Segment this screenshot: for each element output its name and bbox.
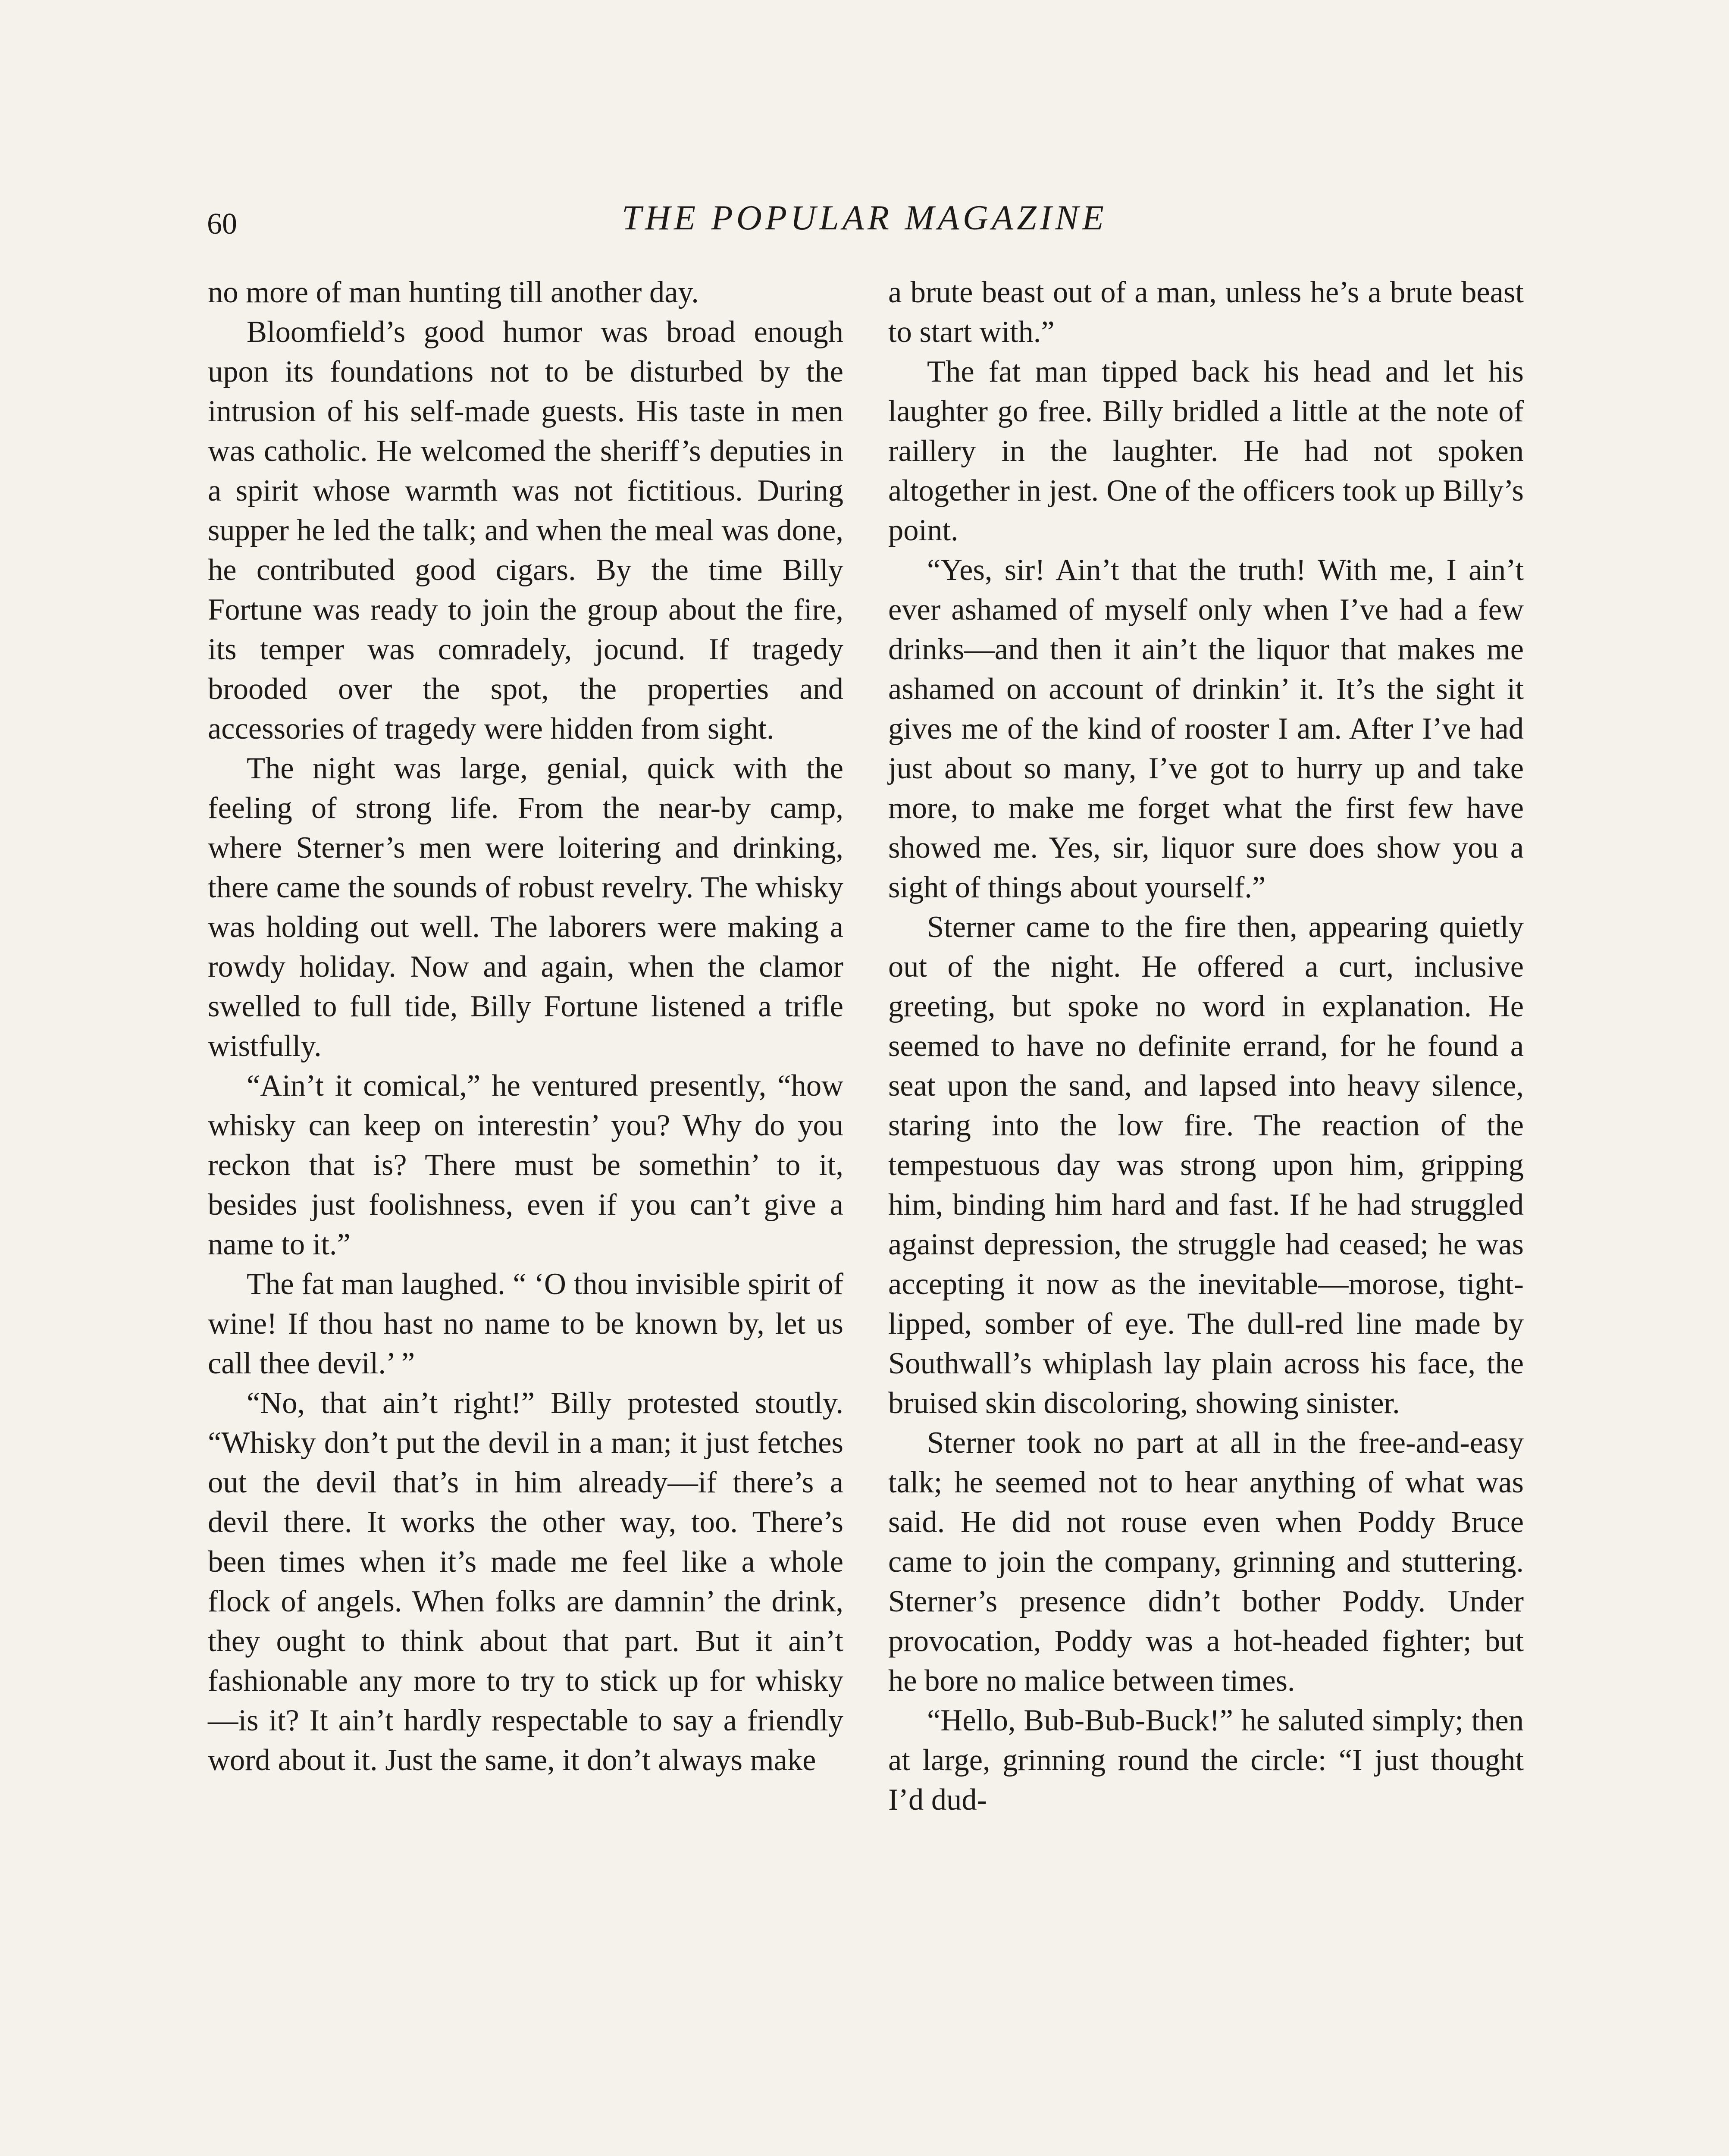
running-title: THE POPULAR MAGAZINE <box>622 198 1107 237</box>
paragraph: no more of man hunting till another day. <box>208 276 699 309</box>
paragraph: Sterner took no part at all in the free-and-easy talk; he seemed not to hear anything of what was said. He did not rouse even when Poddy Bruce came to join the company, grinning and stuttering. Sterner’s presence didn’t bother Poddy. Under provocation, Poddy was a hot-headed fighter; but he bore no malice between times. <box>888 1426 1524 1698</box>
page-number: 60 <box>207 207 237 241</box>
paragraph: The fat man tipped back his head and let his laughter go free. Billy bridled a little at the note of raillery in the laughter. He had not spoken altogether in jest. One of the officers took up Billy’s point. <box>888 355 1524 547</box>
paragraph: “Yes, sir! Ain’t that the truth! With me, I ain’t ever ashamed of myself only when I’ve had a few drinks—and then it ain’t the liquor that makes me ashamed on account of drinkin’ it. It’s the sight it gives me of the kind of rooster I am. After I’ve had just about so many, I’ve got to hurry up and take more, to make me forget what the first few have showed me. Yes, sir, liquor sure does show you a sight of things about yourself.” <box>888 553 1524 904</box>
paragraph: “No, that ain’t right!” Billy protested stoutly. “Whisky don’t put the devil in a man; it just fetches out the devil that’s in him already—if there’s a devil there. It works the other way, too. There’s been times when it’s made me feel like a whole flock of angels. When folks are damnin’ the drink, they ought to think about that part. But it ain’t fashionable any more to try to stick up for whisky—is it? It ain’t hardly respectable to say a friendly word about it. Just the same, it don’t always make <box>208 1386 843 1777</box>
paragraph: The night was large, genial, quick with the feeling of strong life. From the near-by camp, where Sterner’s men were loitering and drinking, there came the sounds of robust revelry. The whisky was holding out well. The laborers were making a rowdy holiday. Now and again, when the clamor swelled to full tide, Billy Fortune listened a trifle wistfully. <box>208 752 843 1063</box>
paragraph: a brute beast out of a man, unless he’s a brute beast to start with.” <box>888 276 1524 349</box>
paragraph: Sterner came to the fire then, appearing quietly out of the night. He offered a curt, inclusive greeting, but spoke no word in explanation. He seemed to have no definite errand, for he found a seat upon the sand, and lapsed into heavy silence, staring into the low fire. The reaction of the tempestuous day was strong upon him, gripping him, binding him hard and fast. If he had struggled against depression, the struggle had ceased; he was accepting it now as the inevitable—morose, tight-lipped, somber of eye. The dull-red line made by Southwall’s whiplash lay plain across his face, the bruised skin discoloring, showing sinister. <box>888 910 1524 1420</box>
paragraph: Bloomfield’s good humor was broad enough upon its foundations not to be disturbed by the intrusion of his self-made guests. His taste in men was catholic. He welcomed the sheriff’s deputies in a spirit whose warmth was not fictitious. During supper he led the talk; and when the meal was done, he contributed good cigars. By the time Billy Fortune was ready to join the group about the fire, its temper was comradely, jocund. If tragedy brooded over the spot, the properties and accessories of tragedy were hidden from sight. <box>208 315 843 746</box>
text-column-left <box>208 273 843 1780</box>
paragraph: The fat man laughed. “ ‘O thou invisible spirit of wine! If thou hast no name to be known by, let us call thee devil.’ ” <box>208 1267 843 1380</box>
paragraph: “Ain’t it comical,” he ventured presently, “how whisky can keep on interestin’ you? Why do you reckon that is? There must be somethin’ to it, besides just foolishness, even if you can’t give a name to it.” <box>208 1069 843 1261</box>
page-header <box>207 196 1522 244</box>
paragraph: “Hello, Bub-Bub-Buck!” he saluted simply; then at large, grinning round the circle: “I just thought I’d dud- <box>888 1704 1524 1817</box>
text-column-right <box>888 273 1524 1820</box>
